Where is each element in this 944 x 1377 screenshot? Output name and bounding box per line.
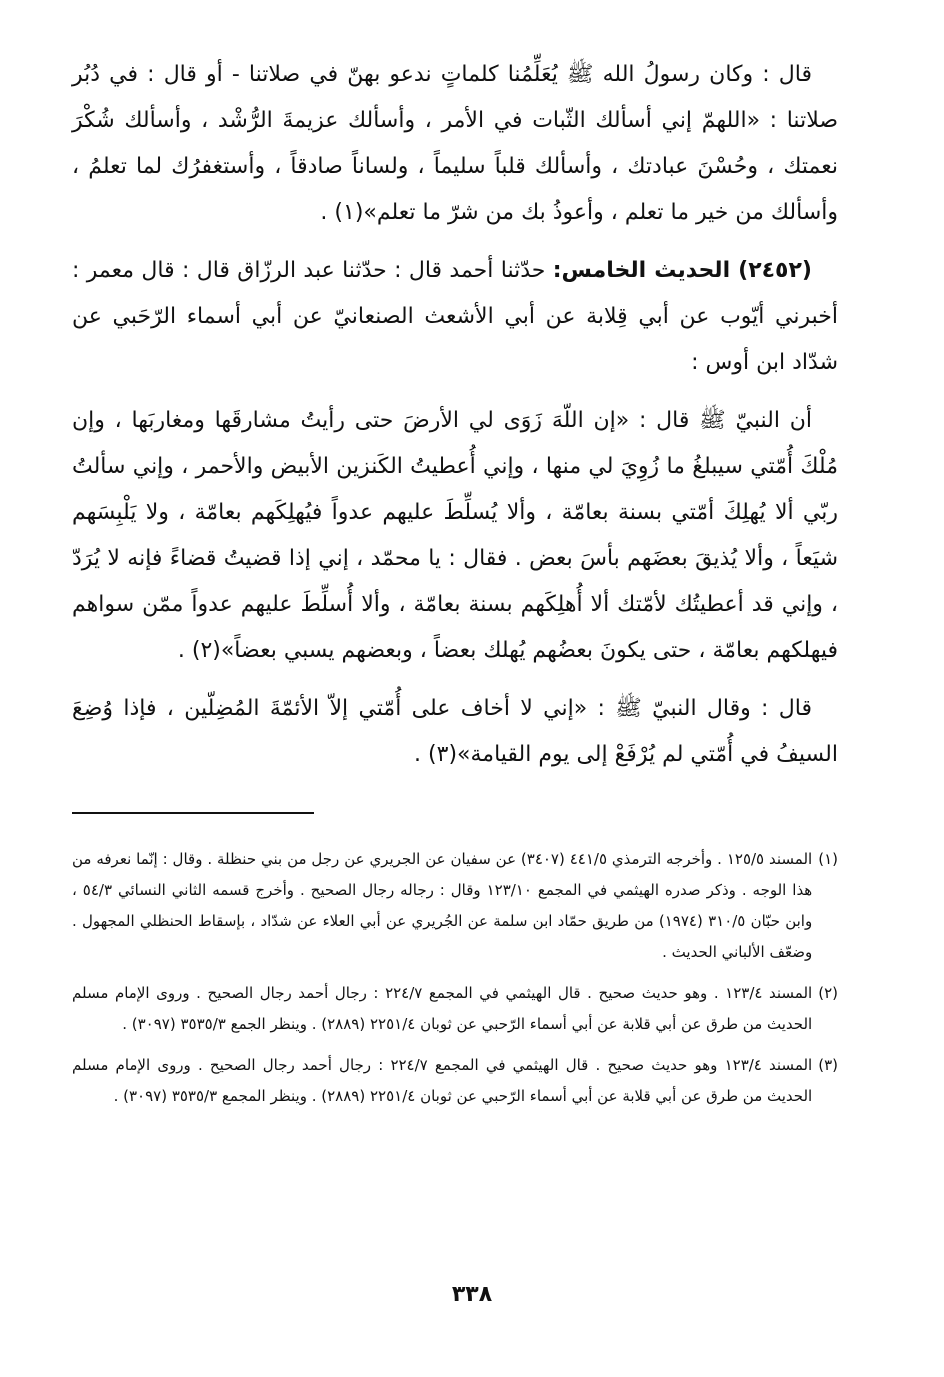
footnote-text: المسند ١٢٣/٤ . وهو حديث صحيح . قال الهيثمي في المجمع ٢٢٤/٧ : رجال أحمد رجال الصحيح . وروى الإمام مسلم الحديث من طرق عن أبي قلابة عن أبي أسماء الرّحبي عن ثوبان ٢٢٥١/٤ (٢٨٨٩) . وينظر الجمع ٣٥٣٥/٣ (٣٠٩٧) . (72, 984, 813, 1033)
footnotes (72, 844, 838, 1112)
footnote-number: (٢) (818, 984, 838, 1002)
footnote (72, 844, 838, 968)
footnote-number: (٣) (818, 1056, 838, 1074)
hadith-label: (٢٤٥٢) الحديث الخامس: (552, 258, 812, 283)
paragraph-hadith-chain (72, 248, 838, 386)
footnote-separator (72, 812, 314, 814)
hadith-isnad: حدّثنا أحمد قال : حدّثنا عبد الرزّاق قال : قال معمر : أخبرني أيّوب عن أبي قِلابة عن أبي الأشعث الصنعانيّ عن أبي أسماء الرّحَبي عن شدّاد ابن أوس : (72, 258, 838, 375)
footnote-number: (١) (818, 850, 838, 868)
page-number: ٣٣٨ (451, 1282, 493, 1307)
footnote (72, 978, 838, 1040)
paragraph-dua: قال : وكان رسولُ الله ﷺ يُعَلِّمُنا كلماتٍ ندعو بهنّ في صلاتنا - أو قال : في دُبُر صلاتنا : «اللهمّ إني أسألك الثّبات في الأمر ، وأسألك عزيمةَ الرُّشْد ، وأسألك شُكْرَ نعمتك ، وحُسْنَ عبادتك ، وأسألك قلباً سليماً ، ولساناً صادقاً ، وأستغفرُك لما تعلمُ ، وأسألك من خير ما تعلم ، وأعوذُ بك من شرّ ما تعلم»(١) . (72, 62, 838, 225)
main-text (72, 52, 838, 778)
footnote-text: المسند ١٢٣/٤ وهو حديث صحيح . قال الهيثمي في المجمع ٢٢٤/٧ : رجال أحمد رجال الصحيح . وروى الإمام مسلم الحديث من طرق عن أبي قلابة عن أبي أسماء الرّحبي عن ثوبان ٢٢٥١/٤ (٢٨٨٩) . وينظر المجمع ٣٥٣٥/٣ (٣٠٩٧) . (72, 1056, 813, 1105)
paragraph-hadith-text: أن النبيّ ﷺ قال : «إن اللّهَ زَوَى لي الأرضَ حتى رأيتُ مشارقَها ومغاربَها ، وإن مُلْكَ أُمّتي سيبلغُ ما زُوِيَ لي منها ، وإني أُعطيتُ الكَنزين الأبيض والأحمر ، وإني سألتُ ربّي ألا يُهلِكَ أمّتي بسنة بعامّة ، وألا يُسلِّطَ عليهم عدواً فيُهلِكَهم بعامّة ، ولا يَلْبِسَهم شيَعاً ، وألا يُذيقَ بعضَهم بأسَ بعض . فقال : يا محمّد ، إني إذا قضيتُ قضاءً فإنه لا يُرَدّ ، وإني قد أعطيتُك لأمّتك ألا أُهلِكَهم بسنة بعامّة ، وألا أُسلِّطَ عليهم عدواً ممّن سواهم فيهلكهم بعامّة ، حتى يكونَ بعضُهم يُهلك بعضاً ، وبعضهم يسبي بعضاً»(٢) . (72, 408, 838, 663)
footnote (72, 1050, 838, 1112)
paragraph-imams: قال : وقال النبيّ ﷺ : «إني لا أخاف على أُمّتي إلاّ الأئمّةَ المُضِلّين ، فإذا وُضِعَ السيفُ في أُمّتي لم يُرْفَعْ إلى يوم القيامة»(٣) . (72, 696, 838, 767)
footnote-text: المسند ١٢٥/٥ . وأخرجه الترمذي ٤٤١/٥ (٣٤٠٧) عن سفيان عن الجريري عن رجل من بني حنظلة . وقال : إنّما نعرفه من هذا الوجه . وذكر صدره الهيثمي في المجمع ١٢٣/١٠ وقال : رجاله رجال الصحيح . وأخرج قسمه الثاني النسائي ٥٤/٣ ، وابن حبّان ٣١٠/٥ (١٩٧٤) من طريق حمّاد ابن سلمة عن الجُريري عن أبي العلاء عن شدّاد ، بإسقاط الحنظلي المجهول . وضعّف الألباني الحديث . (72, 850, 813, 961)
